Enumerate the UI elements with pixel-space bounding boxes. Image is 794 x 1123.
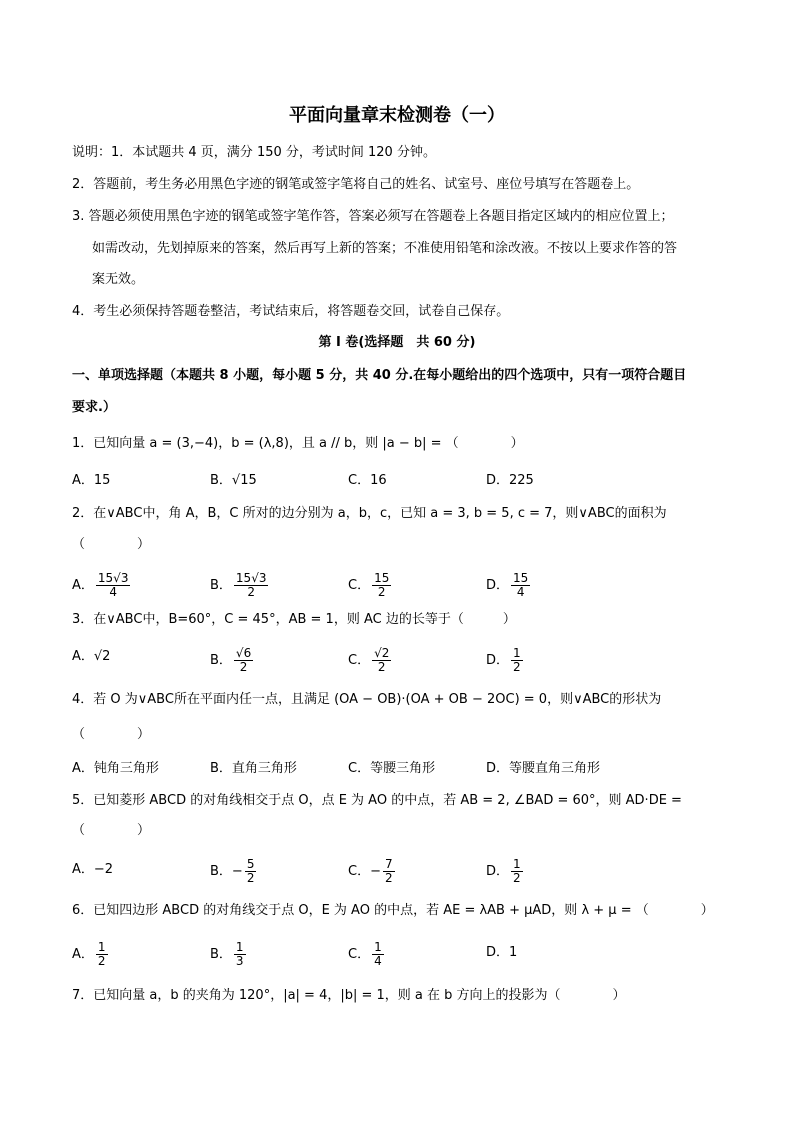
q3-option-b: B． $\frac{√6}{2}$: [210, 646, 252, 674]
q1-option-c: C．16: [348, 473, 387, 488]
q3-option-c: C． $\frac{√2}{2}$: [348, 646, 390, 674]
q2-b-num: 15√3: [235, 571, 267, 585]
q6-c-num: 1: [374, 940, 382, 954]
q1-option-d: D．225: [486, 473, 534, 488]
q3-b-num: √6: [235, 646, 252, 660]
q4-option-a: A．钝角三角形: [72, 761, 159, 776]
q3-b-den: 2: [239, 660, 248, 674]
q6-b-num: 1: [235, 940, 244, 954]
instruction-3-end: 案无效。: [92, 272, 145, 287]
question-3-stem: 3．在∨ABC中，B=60°，C = 45°，AB = 1，则 AC 边的长等于（ ）: [72, 612, 516, 627]
q2-option-c: C． $\frac{15}{2}$: [348, 571, 390, 599]
q6-option-c: C． $\frac{1}{4}$: [348, 940, 382, 968]
question-4-stem: 4．若 O 为∨ABC所在平面内任一点，且满足 (OA − OB)·(OA + OB − 2OC) = 0，则∨ABC的形状为: [72, 692, 662, 707]
q6-b-den: 3: [235, 954, 244, 968]
q4-option-c: C．等腰三角形: [348, 761, 436, 776]
q6-option-d: D．1: [486, 945, 518, 960]
q5-d-num: 1: [513, 857, 521, 871]
q6-a-den: 2: [97, 954, 106, 968]
q6-a-num: 1: [97, 940, 106, 954]
q6-option-b: B． $\frac{1}{3}$: [210, 940, 244, 968]
q3-c-den: 2: [377, 660, 386, 674]
question-2-stem: 2．在∨ABC中，角 A，B，C 所对的边分别为 a，b，c，已知 a = 3, b = 5, c = 7，则∨ABC的面积为: [72, 506, 667, 521]
question-5-stem: 5．已知菱形 ABCD 的对角线相交于点 O，点 E 为 AO 的中点，若 AB = 2, ∠BAD = 60°，则 AD·DE =: [72, 793, 682, 808]
q3-d-den: 2: [513, 660, 521, 674]
question-6-stem: 6．已知四边形 ABCD 的对角线交于点 O，E 为 AO 的中点，若 AE = λAB + μAD，则 λ + μ = （ ）: [72, 903, 714, 918]
q2-option-b: B． $\frac{15√3}{2}$: [210, 571, 267, 599]
q2-d-den: 4: [516, 585, 525, 599]
section-heading: 一、单项选择题（本题共 8 小题，每小题 5 分，共 40 分.在每小题给出的四个选项中，只有一项符合题目: [72, 368, 687, 383]
q3-d-num: 1: [513, 646, 521, 660]
q4-option-b: B．直角三角形: [210, 761, 297, 776]
q2-a-den: 4: [109, 585, 117, 599]
question-2-blank: （ ）: [72, 537, 151, 552]
q5-option-c: C．− $\frac{7}{2}$: [348, 857, 393, 885]
q2-a-num: 15√3: [97, 571, 129, 585]
question-5-blank: （ ）: [72, 823, 151, 838]
q6-option-a: A． $\frac{1}{2}$: [72, 940, 106, 968]
question-7-stem: 7．已知向量 a，b 的夹角为 120°，|a| = 4，|b| = 1，则 a 在 b 方向上的投影为（ ）: [72, 988, 626, 1003]
instruction-4: 4．考生必须保持答题卷整洁，考试结束后，将答题卷交回，试卷自己保存。: [72, 304, 510, 319]
q2-c-num: 15: [374, 571, 390, 585]
instruction-3: 3. 答题必须使用黑色字迹的钢笔或签字笔作答，答案必须写在答题卷上各题目指定区域内的相应位置上；: [72, 209, 674, 224]
q5-b-num: 5: [246, 857, 255, 871]
part-title: 第 I 卷(选择题 共 60 分): [318, 335, 476, 350]
instruction-1: 说明：1．本试题共 4 页，满分 150 分，考试时间 120 分钟。: [72, 145, 436, 160]
instruction-2: 2．答题前，考生务必用黑色字迹的钢笔或签字笔将自己的姓名、试室号、座位号填写在答题卷上。: [72, 177, 640, 192]
q4-option-d: D．等腰直角三角形: [486, 761, 601, 776]
q5-option-d: D． $\frac{1}{2}$: [486, 857, 521, 885]
q5-option-b: B．− $\frac{5}{2}$: [210, 857, 255, 885]
q5-c-den: 2: [384, 871, 393, 885]
q2-b-den: 2: [247, 585, 256, 599]
q3-option-d: D． $\frac{1}{2}$: [486, 646, 521, 674]
q3-option-a: A．√2: [72, 649, 111, 664]
q5-b-den: 2: [246, 871, 255, 885]
q2-d-num: 15: [513, 571, 529, 585]
section-heading-cont: 要求.）: [72, 400, 116, 415]
page-title: 平面向量章末检测卷（一）: [289, 105, 505, 126]
q5-option-a: A．−2: [72, 862, 114, 877]
q5-d-den: 2: [513, 871, 521, 885]
q3-c-num: √2: [374, 646, 390, 660]
question-1-stem: 1．已知向量 a = (3,−4)，b = (λ,8)，且 a // b，则 |a − b| = （ ）: [72, 436, 524, 451]
q6-c-den: 4: [374, 954, 382, 968]
q1-option-b: B．√15: [210, 473, 257, 488]
instruction-3-cont: 如需改动，先划掉原来的答案，然后再写上新的答案；不准使用铅笔和涂改液。不按以上要求作答的答: [92, 241, 678, 256]
q2-option-d: D． $\frac{15}{4}$: [486, 571, 529, 599]
q2-c-den: 2: [377, 585, 386, 599]
q2-option-a: A． $\frac{15√3}{4}$: [72, 571, 129, 599]
question-4-blank: （ ）: [72, 727, 151, 742]
q1-option-a: A．15: [72, 473, 111, 488]
q5-c-num: 7: [384, 857, 393, 871]
